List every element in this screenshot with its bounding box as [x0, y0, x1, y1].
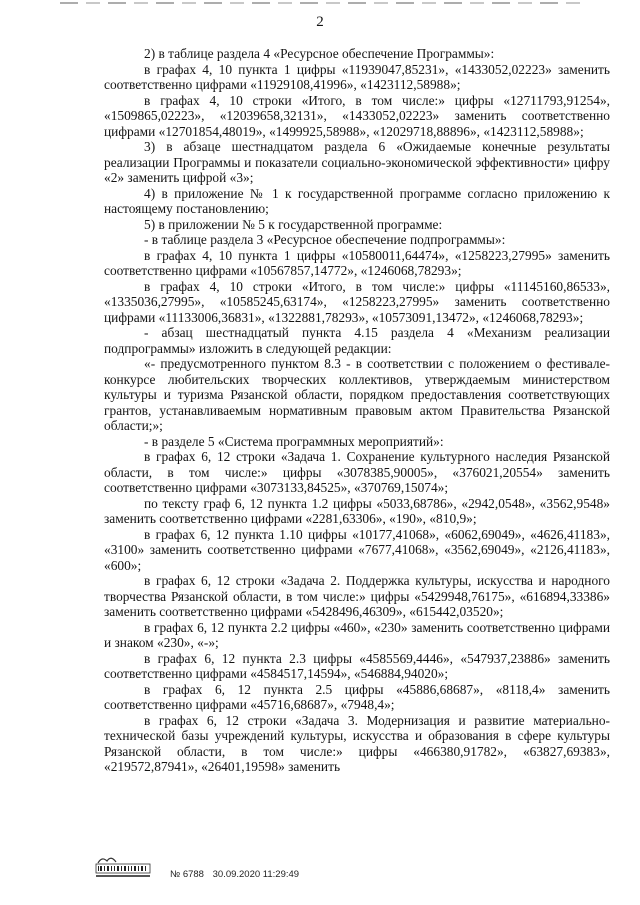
- registration-timestamp: 30.09.2020 11:29:49: [212, 869, 300, 880]
- paragraph: в графах 6, 12 строки «Задача 2. Поддержка культуры, искусства и народного творчества Рязанской области, в том числе:» цифры «5429948,76175», «616894,33386» заменить соответственно цифрами «5428496,46309», «615442,03520»;: [104, 573, 610, 619]
- paragraph: в графах 4, 10 строки «Итого, в том числе:» цифры «12711793,91254», «1509865,02223», «12039658,32131», «1433052,02223» заменить соответственно цифрами «12701854,48019», «1499925,58988», «12029718,88896», «1423112,58988»;: [104, 92, 610, 139]
- paragraph: в графах 6, 12 пункта 2.5 цифры «45886,68687», «8118,4» заменить соответственно цифрами «45716,68687», «7948,4»;: [104, 681, 610, 712]
- paragraph: - в разделе 5 «Система программных мероприятий»:: [144, 433, 444, 449]
- paragraph: в графах 4, 10 строки «Итого, в том числе:» цифры «11145160,86533», «1335036,27995», «10585245,63174», «1258223,27995» заменить соответственно цифрами «11133006,36831», «1322881,78293», «10573091,13472», «1246068,78293»;: [104, 278, 610, 325]
- paragraph: - в таблице раздела 3 «Ресурсное обеспечение подпрограммы»:: [144, 232, 506, 247]
- registration-number: № 6788: [170, 869, 204, 880]
- paragraph: 2) в таблице раздела 4 «Ресурсное обеспечение Программы»:: [144, 46, 495, 61]
- paragraph: по тексту граф 6, 12 пункта 1.2 цифры «5033,68786», «2942,0548», «3562,9548» заменить соответственно цифрами «2281,63306», «190», «810,9»;: [104, 495, 610, 526]
- document-footer: [170, 869, 299, 880]
- paragraph: 4) в приложение № 1 к государственной программе согласно приложению к настоящему постановлению;: [104, 185, 610, 216]
- document-body: [104, 46, 610, 775]
- paragraph: в графах 6, 12 строки «Задача 3. Модернизация и развитие материально-технической базы учреждений культуры, искусства и образования в сфере культуры Рязанской области, в том числе:» цифры «466380,91782», «63827,69383», «219572,87941», «26401,19598» заменить: [104, 712, 610, 774]
- page-number: 2: [316, 14, 324, 30]
- scan-top-edge: [60, 2, 580, 4]
- paragraph: в графах 4, 10 пункта 1 цифры «10580011,64474», «1258223,27995» заменить соответственно цифрами «10567857,14772», «1246068,78293»;: [104, 247, 610, 278]
- paragraph: в графах 6, 12 строки «Задача 1. Сохранение культурного наследия Рязанской области, в том числе:» цифры «3078385,90005», «376021,20554» заменить соответственно цифрами «3073133,84525», «370769,15074»;: [104, 449, 610, 495]
- paragraph: в графах 6, 12 пункта 2.3 цифры «4585569,4446», «547937,23886» заменить соответственно цифрами «4584517,14594», «546884,94020»;: [104, 650, 610, 681]
- barcode-stamp-icon: [94, 852, 152, 880]
- paragraph: «- предусмотренного пунктом 8.3 - в соответствии с положением о фестивале-конкурсе любительских творческих коллективов, утверждаемым министерством культуры и туризма Рязанской области, порядком предоставления соответствующих грантов, устанавливаемым нормативным правовым актом Правительства Рязанской области;»;: [104, 356, 610, 433]
- paragraph: 5) в приложении № 5 к государственной программе:: [144, 216, 443, 232]
- paragraph: в графах 6, 12 пункта 2.2 цифры «460», «230» заменить соответственно цифрами и знаком «230», «-»;: [104, 619, 610, 650]
- paragraph: - абзац шестнадцатый пункта 4.15 раздела 4 «Механизм реализации подпрограммы» изложить в следующей редакции:: [104, 325, 610, 356]
- paragraph: в графах 4, 10 пункта 1 цифры «11939047,85231», «1433052,02223» заменить соответственно цифрами «11929108,41996», «1423112,58988»;: [104, 61, 610, 92]
- paragraph: в графах 6, 12 пункта 1.10 цифры «10177,41068», «6062,69049», «4626,41183», «3100» заменить соответственно цифрами «7677,41068», «3562,69049», «2126,41183», «600»;: [104, 526, 610, 573]
- paragraph: 3) в абзаце шестнадцатом раздела 6 «Ожидаемые конечные результаты реализации Программы и показатели социально-экономической эффективности» цифру «2» заменить цифрой «3»;: [104, 139, 610, 185]
